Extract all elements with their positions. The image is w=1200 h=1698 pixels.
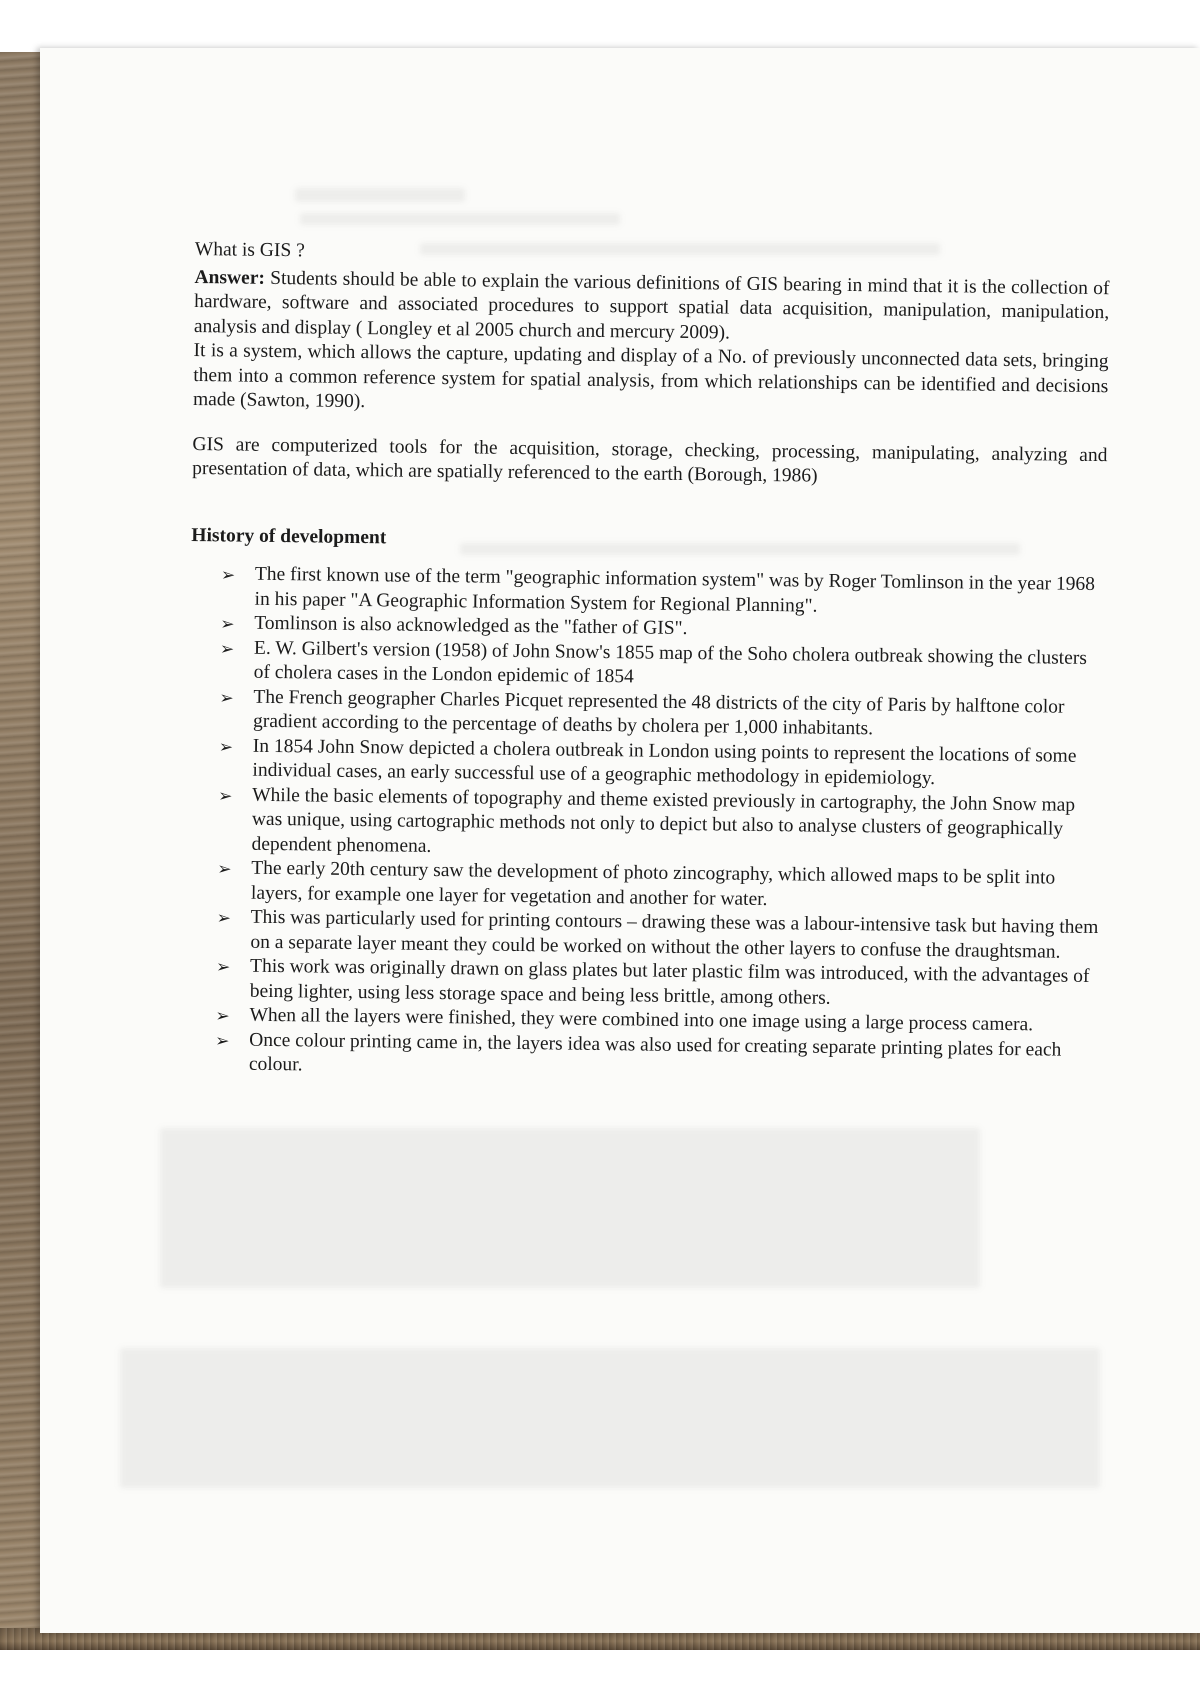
list-item-text: Once colour printing came in, the layers idea was also used for creating separate printing plates for each colour. [248, 1029, 1062, 1076]
list-item-text: When all the layers were finished, they were combined into one image using a large process camera. [249, 1004, 1034, 1036]
arrow-bullet-icon: ➢ [215, 1006, 230, 1027]
arrow-bullet-icon: ➢ [220, 565, 236, 586]
arrow-bullet-icon: ➢ [216, 908, 232, 929]
arrow-bullet-icon: ➢ [219, 687, 234, 709]
list-item-text: This work was originally drawn on glass plates but later plastic film was introduced, with the advantages of being lighter, using less storage space and being less brittle, among others. [249, 955, 1090, 1009]
list-item-text: While the basic elements of topography and theme existed previously in cartography, the John Snow map was unique, using cartographic methods not only to depict but also to analyse clusters of geographically dependent phenomena. [251, 784, 1076, 857]
document-body [185, 238, 1110, 1088]
list-item-text: In 1854 John Snow depicted a cholera outbreak in London using points to represent the locations of some individual cases, an early successful use of a geographic methodology in epidemiology. [252, 735, 1077, 790]
definition-paragraph: It is a system, which allows the capture, updating and display of a No. of previously unconnected data sets, bringing them into a common reference system for spatial analysis, from which relationships can be identified and decisions made (Sawton, 1990). [192, 339, 1109, 413]
list-item-text: E. W. Gilbert's version (1958) of John Snow's 1855 map of the Soho cholera outbreak showing the clusters of cholera cases in the London epidemic of 1854 [253, 637, 1088, 688]
answer-text: Students should be able to explain the various definitions of GIS bearing in mind that it is the collection of hardware, software and associated procedures to support spatial data acquisition, manipulation, manipulation, analysis and display ( Longley et al 2005 church and mercury 2009). [193, 267, 1110, 344]
bleed-through-mark [120, 1348, 1100, 1488]
arrow-bullet-icon: ➢ [219, 638, 235, 660]
definition-paragraph: GIS are computerized tools for the acquisition, storage, checking, processing, manipulating, analyzing and presentation of data, which are spatially referenced to the earth (Borough, 1986) [192, 433, 1108, 487]
arrow-bullet-icon: ➢ [215, 957, 231, 978]
arrow-bullet-icon: ➢ [220, 614, 235, 635]
list-item-text: This was particularly used for printing contours – drawing these was a labour-intensive task but having them on a separate layer meant they could be worked on without the other layers to confuse the draughtsman. [250, 906, 1099, 963]
list-item [217, 783, 1103, 867]
history-list [185, 562, 1106, 1088]
bleed-through-mark [295, 188, 465, 202]
section-heading: History of development [191, 524, 387, 548]
arrow-bullet-icon: ➢ [215, 1030, 230, 1051]
arrow-bullet-icon: ➢ [218, 785, 233, 806]
list-item-text: The first known use of the term "geographic information system" was by Roger Tomlinson in the year 1968 in his paper "A Geographic Information System for Regional Planning". [254, 563, 1096, 617]
answer-paragraph [194, 265, 1110, 350]
list-item-text: The early 20th century saw the development of photo zincography, which allowed maps to be split into layers, for example one layer for vegetation and another for water. [250, 857, 1056, 910]
arrow-bullet-icon: ➢ [217, 859, 232, 880]
bleed-through-mark [300, 213, 620, 225]
question-heading: What is GIS ? [194, 238, 305, 262]
answer-label: Answer: [194, 266, 266, 289]
arrow-bullet-icon: ➢ [218, 736, 234, 758]
list-item-text: The French geographer Charles Picquet represented the 48 districts of the city of Paris by halftone color gradient according to the percentage of deaths by cholera per 1,000 inhabitants. [252, 686, 1065, 740]
bleed-through-mark [160, 1128, 980, 1288]
list-item-text: Tomlinson is also acknowledged as the "father of GIS". [254, 612, 688, 640]
